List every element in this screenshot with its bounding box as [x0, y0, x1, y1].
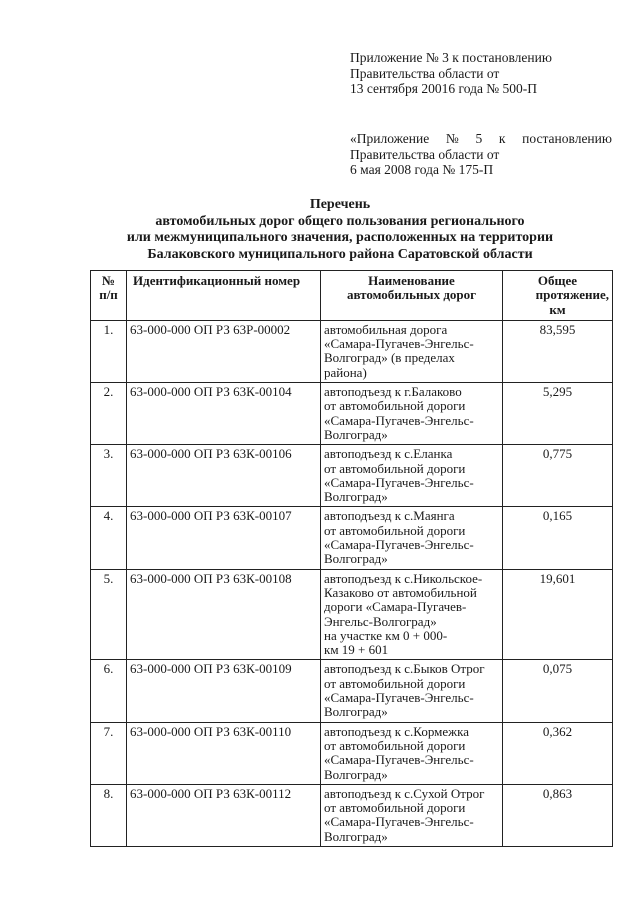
appendix-line: Приложение № 3 к постановлению [350, 50, 552, 65]
row-length: 83,595 [503, 320, 613, 382]
road-name-line: «Самара-Пугачев-Энгельс- [324, 336, 474, 352]
table-row [91, 660, 613, 722]
table-row [91, 569, 613, 660]
table-row [91, 383, 613, 445]
table-header-row [91, 271, 613, 321]
road-name-line: Казаково от автомобильной [324, 584, 477, 600]
row-length: 19,601 [503, 569, 613, 660]
road-name-line: автоподъезд к с.Быков Отрог [324, 661, 485, 677]
header-line: п/п [99, 287, 118, 303]
row-identifier: 63-000-000 ОП РЗ 63К-00109 [127, 660, 321, 722]
row-length: 5,295 [503, 383, 613, 445]
road-name-line: «Самара-Пугачев-Энгельс- [324, 537, 474, 553]
document-title [60, 197, 620, 263]
road-name-line: от автомобильной дороги [324, 460, 466, 476]
header-line: Идентификационный номер [133, 273, 301, 288]
road-name-line: от автомобильной дороги [324, 675, 466, 691]
appendix-original-block [350, 131, 612, 178]
row-identifier: 63-000-000 ОП РЗ 63К-00108 [127, 569, 321, 660]
road-name-line: от автомобильной дороги [324, 522, 466, 538]
header-line: км [549, 301, 566, 317]
row-number: 7. [91, 722, 127, 784]
appendix-line: Правительства области от [350, 65, 500, 81]
appendix-line: 6 мая 2008 года № 175-П [350, 162, 494, 177]
table-row [91, 320, 613, 382]
road-name-line: «Самара-Пугачев-Энгельс- [324, 752, 474, 768]
road-name-line: автоподъезд к г.Балаково [324, 384, 462, 400]
road-name-line: района) [324, 364, 367, 380]
row-identifier: 63-000-000 ОП РЗ 63К-00110 [127, 722, 321, 784]
road-name-line: Волгоград» [324, 704, 388, 720]
title-line: автомобильных дорог общего пользования регионального [155, 213, 525, 229]
road-name-line: автоподъезд к с.Сухой Отрог [324, 785, 485, 801]
row-number: 4. [91, 507, 127, 569]
appendix-word: «Приложение [350, 131, 430, 146]
row-road-name [321, 660, 503, 722]
road-name-line: «Самара-Пугачев-Энгельс- [324, 412, 474, 428]
appendix-word: к [498, 131, 506, 146]
header-line: Наименование [368, 273, 455, 288]
table-row [91, 722, 613, 784]
title-line: Перечень [309, 197, 371, 212]
row-road-name [321, 507, 503, 569]
header-line: автомобильных дорог [346, 287, 477, 303]
road-name-line: от автомобильной дороги [324, 398, 466, 414]
road-name-line: на участке км 0 + 000- [324, 627, 448, 643]
row-identifier: 63-000-000 ОП РЗ 63К-00104 [127, 383, 321, 445]
road-name-line: Волгоград» [324, 489, 388, 505]
row-road-name [321, 383, 503, 445]
appendix-line: Правительства области от [350, 146, 500, 162]
road-name-line: Волгоград» [324, 766, 388, 782]
road-name-line: Волгоград» [324, 828, 388, 844]
row-identifier: 63-000-000 ОП РЗ 63К-00106 [127, 445, 321, 507]
table-row [91, 784, 613, 846]
road-name-line: «Самара-Пугачев-Энгельс- [324, 690, 474, 706]
row-identifier: 63-000-000 ОП РЗ 63К-00107 [127, 507, 321, 569]
header-line: протяжение, [535, 287, 609, 303]
road-name-line: км 19 + 601 [324, 642, 389, 658]
road-name-line: Волгоград» [324, 551, 388, 567]
appendix-word: 5 [475, 131, 483, 146]
row-number: 3. [91, 445, 127, 507]
header-id [127, 271, 321, 321]
row-identifier: 63-000-000 ОП РЗ 63К-00112 [127, 784, 321, 846]
road-name-line: «Самара-Пугачев-Энгельс- [324, 474, 474, 490]
road-name-line: автоподъезд к с.Маянга [324, 508, 455, 524]
appendix-word: № [445, 131, 459, 146]
row-road-name [321, 784, 503, 846]
appendix-line-justified [350, 131, 612, 147]
roads-table [90, 270, 613, 847]
header-line: Общее [537, 273, 578, 288]
table-row [91, 507, 613, 569]
road-name-line: автомобильная дорога [324, 321, 448, 337]
table-body [91, 320, 613, 846]
road-name-line: Энгельс-Волгоград» [324, 613, 437, 629]
appendix-word: постановлению [522, 131, 612, 146]
appendix-current-block [350, 50, 612, 97]
header-length [503, 271, 613, 321]
row-length: 0,362 [503, 722, 613, 784]
row-number: 2. [91, 383, 127, 445]
row-length: 0,165 [503, 507, 613, 569]
road-name-line: от автомобильной дороги [324, 800, 466, 816]
header-line: № [101, 273, 116, 288]
row-road-name [321, 320, 503, 382]
row-number: 6. [91, 660, 127, 722]
road-name-line: дороги «Самара-Пугачев- [324, 599, 467, 615]
row-number: 5. [91, 569, 127, 660]
appendix-line: 13 сентября 20016 года № 500-П [350, 81, 538, 96]
row-length: 0,075 [503, 660, 613, 722]
road-name-line: автоподъезд к с.Кормежка [324, 723, 469, 739]
table-row [91, 445, 613, 507]
road-name-line: автоподъезд к с.Еланка [324, 446, 453, 462]
road-name-line: Волгоград» (в пределах [324, 350, 455, 366]
header-num [91, 271, 127, 321]
row-length: 0,863 [503, 784, 613, 846]
row-road-name [321, 445, 503, 507]
header-name [321, 271, 503, 321]
road-name-line: «Самара-Пугачев-Энгельс- [324, 814, 474, 830]
row-road-name [321, 569, 503, 660]
road-name-line: от автомобильной дороги [324, 737, 466, 753]
row-number: 8. [91, 784, 127, 846]
row-number: 1. [91, 320, 127, 382]
title-line: Балаковского муниципального района Саратовской области [147, 246, 533, 262]
row-road-name [321, 722, 503, 784]
title-line: или межмуниципального значения, расположенных на территории [126, 230, 554, 245]
road-name-line: Волгоград» [324, 426, 388, 442]
road-name-line: автоподъезд к с.Никольское- [324, 570, 483, 586]
row-length: 0,775 [503, 445, 613, 507]
row-identifier: 63-000-000 ОП РЗ 63Р-00002 [127, 320, 321, 382]
